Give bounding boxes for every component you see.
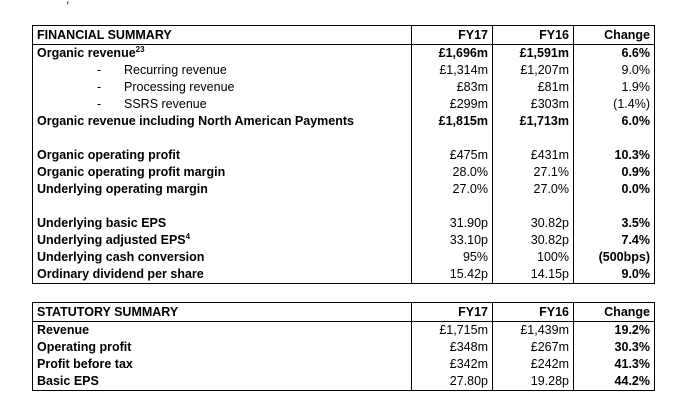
value-fy16: £303m: [493, 96, 574, 113]
bullet-dash: -: [97, 63, 102, 77]
table-row: [33, 339, 655, 356]
value-fy17: £83m: [412, 79, 493, 96]
row-label: Underlying adjusted EPS: [37, 233, 186, 247]
row-label: Underlying operating margin: [33, 181, 412, 198]
header-fy16: FY16: [493, 26, 574, 45]
value-fy17: £348m: [412, 339, 493, 356]
row-label: Underlying basic EPS: [33, 215, 412, 232]
table-row: [33, 266, 655, 284]
value-fy16: 27.0%: [493, 181, 574, 198]
row-label: Organic operating profit margin: [33, 164, 412, 181]
row-label: Profit before tax: [33, 356, 412, 373]
financial-summary-table: [32, 25, 655, 284]
bullet-dash: -: [97, 97, 102, 111]
header-fy17: FY17: [412, 26, 493, 45]
value-fy16: £431m: [493, 147, 574, 164]
table-row: [33, 322, 655, 340]
header-label: FINANCIAL SUMMARY: [33, 26, 412, 45]
value-fy17: 28.0%: [412, 164, 493, 181]
row-label: Ordinary dividend per share: [33, 266, 412, 284]
table-row: [33, 113, 655, 130]
value-fy17: 33.10p: [412, 232, 493, 249]
table-row: [33, 373, 655, 391]
value-fy16: £1,713m: [493, 113, 574, 130]
value-fy16: 100%: [493, 249, 574, 266]
value-change: 19.2%: [574, 322, 655, 340]
table-row: [33, 45, 655, 63]
value-fy17: £475m: [412, 147, 493, 164]
value-change: 7.4%: [574, 232, 655, 249]
row-label: Basic EPS: [33, 373, 412, 391]
value-change: (500bps): [574, 249, 655, 266]
value-fy17: 31.90p: [412, 215, 493, 232]
value-fy17: £1,715m: [412, 322, 493, 340]
footnote-ref: 23: [135, 44, 145, 54]
value-change: 6.6%: [574, 45, 655, 63]
value-fy16: 27.1%: [493, 164, 574, 181]
table-row: [33, 249, 655, 266]
value-fy17: 95%: [412, 249, 493, 266]
table-row: [33, 356, 655, 373]
value-fy16: £242m: [493, 356, 574, 373]
row-label: Revenue: [33, 322, 412, 340]
value-fy17: £342m: [412, 356, 493, 373]
value-fy16: £81m: [493, 79, 574, 96]
value-fy16: 14.15p: [493, 266, 574, 284]
spacer-row: [33, 130, 655, 147]
row-label: Processing revenue: [124, 80, 235, 94]
value-fy17: 15.42p: [412, 266, 493, 284]
value-change: 0.0%: [574, 181, 655, 198]
header-change: Change: [574, 303, 655, 322]
value-change: 6.0%: [574, 113, 655, 130]
value-fy16: 30.82p: [493, 215, 574, 232]
value-change: (1.4%): [574, 96, 655, 113]
value-change: 1.9%: [574, 79, 655, 96]
value-fy17: 27.0%: [412, 181, 493, 198]
value-change: 3.5%: [574, 215, 655, 232]
table-row: [33, 147, 655, 164]
footnote-ref: 4: [185, 231, 191, 241]
table-row: [33, 232, 655, 249]
table-row: [33, 181, 655, 198]
header-fy17: FY17: [412, 303, 493, 322]
value-fy16: 30.82p: [493, 232, 574, 249]
row-label: Underlying cash conversion: [33, 249, 412, 266]
value-change: 0.9%: [574, 164, 655, 181]
value-fy16: £1,439m: [493, 322, 574, 340]
row-label: Organic operating profit: [33, 147, 412, 164]
value-fy16: £1,591m: [493, 45, 574, 63]
value-fy17: 27.80p: [412, 373, 493, 391]
value-fy16: £267m: [493, 339, 574, 356]
header-fy16: FY16: [493, 303, 574, 322]
header-change: Change: [574, 26, 655, 45]
table-row: [33, 96, 655, 113]
value-fy16: 19.28p: [493, 373, 574, 391]
table-header-row: [33, 26, 655, 45]
header-label: STATUTORY SUMMARY: [33, 303, 412, 322]
value-change: 30.3%: [574, 339, 655, 356]
value-change: 9.0%: [574, 62, 655, 79]
table-row: [33, 164, 655, 181]
table-row: [33, 79, 655, 96]
row-label: Recurring revenue: [124, 63, 227, 77]
table-row: [33, 62, 655, 79]
statutory-summary-table: [32, 302, 655, 391]
clipped-text-fragment: [66, 0, 80, 4]
table-row: [33, 215, 655, 232]
value-change: 41.3%: [574, 356, 655, 373]
value-fy17: £1,696m: [412, 45, 493, 63]
row-label: Operating profit: [33, 339, 412, 356]
value-fy16: £1,207m: [493, 62, 574, 79]
value-fy17: £1,815m: [412, 113, 493, 130]
value-fy17: £299m: [412, 96, 493, 113]
bullet-dash: -: [97, 80, 102, 94]
value-change: 10.3%: [574, 147, 655, 164]
row-label: SSRS revenue: [124, 97, 207, 111]
value-fy17: £1,314m: [412, 62, 493, 79]
row-label: Organic revenue including North American Payments: [33, 113, 412, 130]
value-change: 9.0%: [574, 266, 655, 284]
spacer-row: [33, 198, 655, 215]
value-change: 44.2%: [574, 373, 655, 391]
row-label: Organic revenue: [37, 46, 136, 60]
table-header-row: [33, 303, 655, 322]
